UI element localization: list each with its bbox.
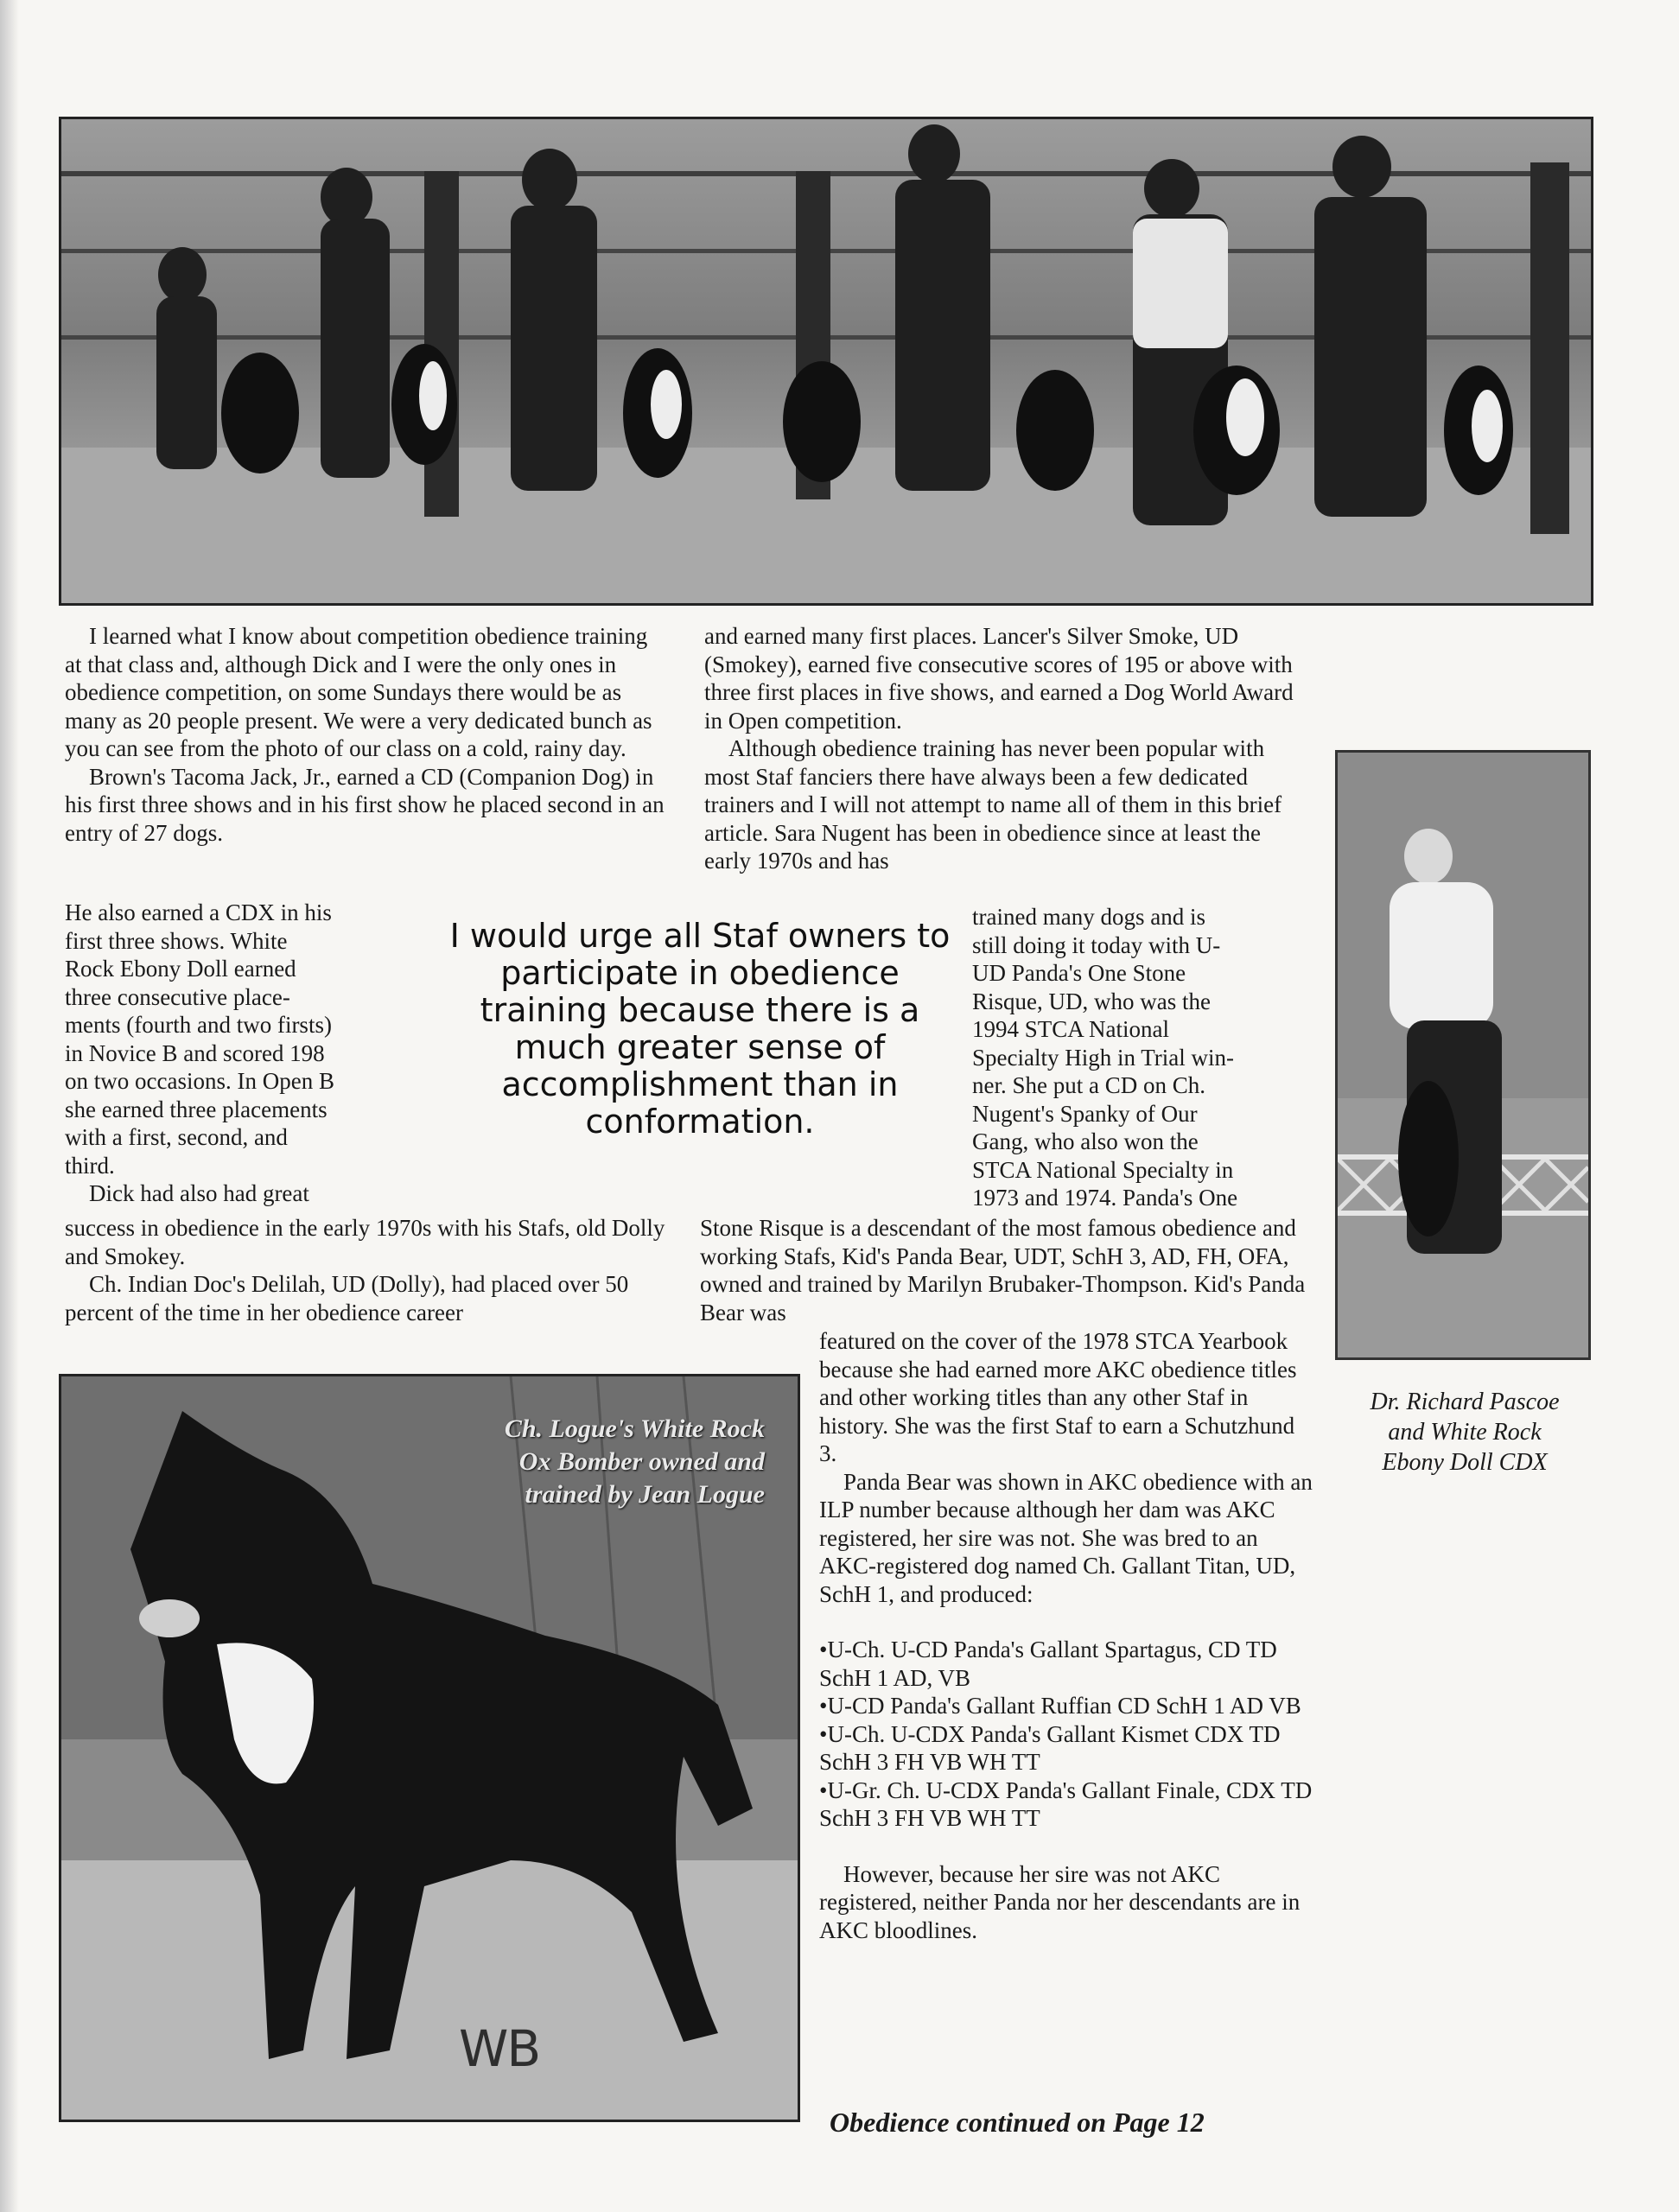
caption-line: Ebony Doll CDX [1382, 1449, 1548, 1476]
narrow-line: Rock Ebony Doll earned [65, 956, 296, 982]
class-photo [59, 117, 1593, 606]
list-item: •U-Gr. Ch. U-CDX Panda's Gallant Finale, CDX TD SchH 3 FH VB WH TT [819, 1777, 1313, 1831]
narrow-line: on two occasions. In Open B [65, 1068, 334, 1094]
left-paragraph-2: Brown's Tacoma Jack, Jr., earned a CD (Companion Dog) in his first three shows and in his first show he placed second in an entry of 27 dogs. [65, 763, 665, 846]
middle-narrow-line: UD Panda's One Stone [972, 960, 1186, 986]
photographer-signature: WB [459, 2019, 540, 2078]
pascoe-photo [1335, 750, 1591, 1360]
middle-narrow-line: Gang, who also won the [972, 1128, 1199, 1154]
middle-narrow-line: still doing it today with U- [972, 931, 1221, 958]
middle-narrow-line: STCA National Specialty in [972, 1156, 1234, 1183]
narrow-line: she earned three placements [65, 1096, 328, 1122]
narrow-line: He also earned a CDX in his [65, 899, 332, 925]
middle-paragraph-4: However, because her sire was not AKC registered, neither Panda nor her descendants are in AKC bloodlines. [819, 1860, 1301, 1943]
left-paragraph-3-start: Dick had also had great [89, 1180, 309, 1206]
pascoe-photo-image [1338, 753, 1588, 1357]
narrow-line: third. [65, 1152, 115, 1179]
photo-caption-line: Ch. Logue's White Rock [504, 1414, 765, 1443]
list-item: •U-Ch. U-CD Panda's Gallant Spartagus, CD TD SchH 1 AD, VB [819, 1637, 1277, 1691]
class-photo-image [61, 119, 1591, 603]
list-item: •U-CD Panda's Gallant Ruffian CD SchH 1 AD VB [819, 1693, 1301, 1719]
caption-line: and White Rock [1388, 1419, 1542, 1446]
middle-paragraph-2-tail: featured on the cover of the 1978 STCA Yearbook because she had earned more AKC obedience titles and other working titles than any other Staf in history. She was the first Staf to earn a Schutzhund 3. [819, 1328, 1297, 1466]
middle-narrow-line: Nugent's Spanky of Our [972, 1100, 1198, 1127]
middle-paragraph-1: and earned many first places. Lancer's Silver Smoke, UD (Smokey), earned five consecutive scores of 195 or above with three first places in five shows, and earned a Dog World Award in Open competition. [704, 623, 1294, 734]
middle-narrow-line: 1973 and 1974. Panda's One [972, 1185, 1238, 1211]
bomber-photo [59, 1374, 800, 2122]
photo-caption-line: Ox Bomber owned and [518, 1447, 765, 1476]
left-paragraph-4: Ch. Indian Doc's Delilah, UD (Dolly), had placed over 50 percent of the time in her obedience career [65, 1271, 629, 1325]
continued-note: Obedience continued on Page 12 [830, 2107, 1205, 2138]
bomber-photo-caption [419, 1413, 765, 1511]
left-column [65, 622, 670, 847]
middle-paragraph-2-cont: Stone Risque is a descendant of the most famous obedience and working Stafs, Kid's Panda Bear, UDT, SchH 3, AD, FH, OFA, owned and trained by Marilyn Brubaker-Thompson. Kid's Panda Bear was [700, 1215, 1306, 1325]
middle-narrow-block [972, 903, 1335, 1212]
pull-quote: I would urge all Staf owners to participate in obedience training because there is a much greater sense of accomplishment than in conformation. [449, 917, 951, 1141]
narrow-line: in Novice B and scored 198 [65, 1039, 325, 1066]
narrow-line: with a first, second, and [65, 1124, 288, 1150]
caption-line: Dr. Richard Pascoe [1370, 1389, 1560, 1415]
left-paragraph-3-rest: success in obedience in the early 1970s with his Stafs, old Dolly and Smokey. [65, 1215, 665, 1269]
left-lower-block [65, 1214, 670, 1326]
middle-wide-block [700, 1214, 1313, 1326]
narrow-line: three consecutive place- [65, 983, 290, 1010]
middle-paragraph-3: Panda Bear was shown in AKC obedience with an ILP number because although her dam was AKC registered, her sire was not. She was bred to an AKC-registered dog named Ch. Gallant Titan, UD, SchH 1, and produced: [819, 1468, 1313, 1607]
narrow-line: ments (fourth and two firsts) [65, 1012, 332, 1038]
list-item: •U-Ch. U-CDX Panda's Gallant Kismet CDX TD SchH 3 FH VB WH TT [819, 1720, 1281, 1775]
middle-narrow-line: Specialty High in Trial win- [972, 1044, 1234, 1071]
left-paragraph-1: I learned what I know about competition obedience training at that class and, although Dick and I were the only ones in obedience competition, on some Sundays there would be as many as 20 people present. We were a very dedicated bunch as you can see from the photo of our class on a cold, rainy day. [65, 623, 652, 761]
page-edge-shadow [0, 0, 19, 2212]
photo-caption-line: trained by Jean Logue [525, 1480, 765, 1509]
produced-list [819, 1636, 1313, 1833]
middle-narrow-line: 1994 STCA National [972, 1016, 1169, 1042]
middle-narrow-line: ner. She put a CD on Ch. [972, 1072, 1205, 1098]
middle-column-upper [704, 622, 1309, 875]
narrow-line: first three shows. White [65, 927, 288, 954]
middle-narrow-line: trained many dogs and is [972, 904, 1205, 930]
pascoe-caption [1326, 1387, 1603, 1478]
middle-lower-block [819, 1327, 1313, 1944]
middle-narrow-line: Risque, UD, who was the [972, 988, 1211, 1014]
left-narrow-block [65, 899, 428, 1208]
middle-paragraph-2: Although obedience training has never been popular with most Staf fanciers there have always been a few dedicated trainers and I will not attempt to name all of them in this brief article. Sara Nugent has been in obedience since at least the early 1970s and has [704, 735, 1282, 874]
